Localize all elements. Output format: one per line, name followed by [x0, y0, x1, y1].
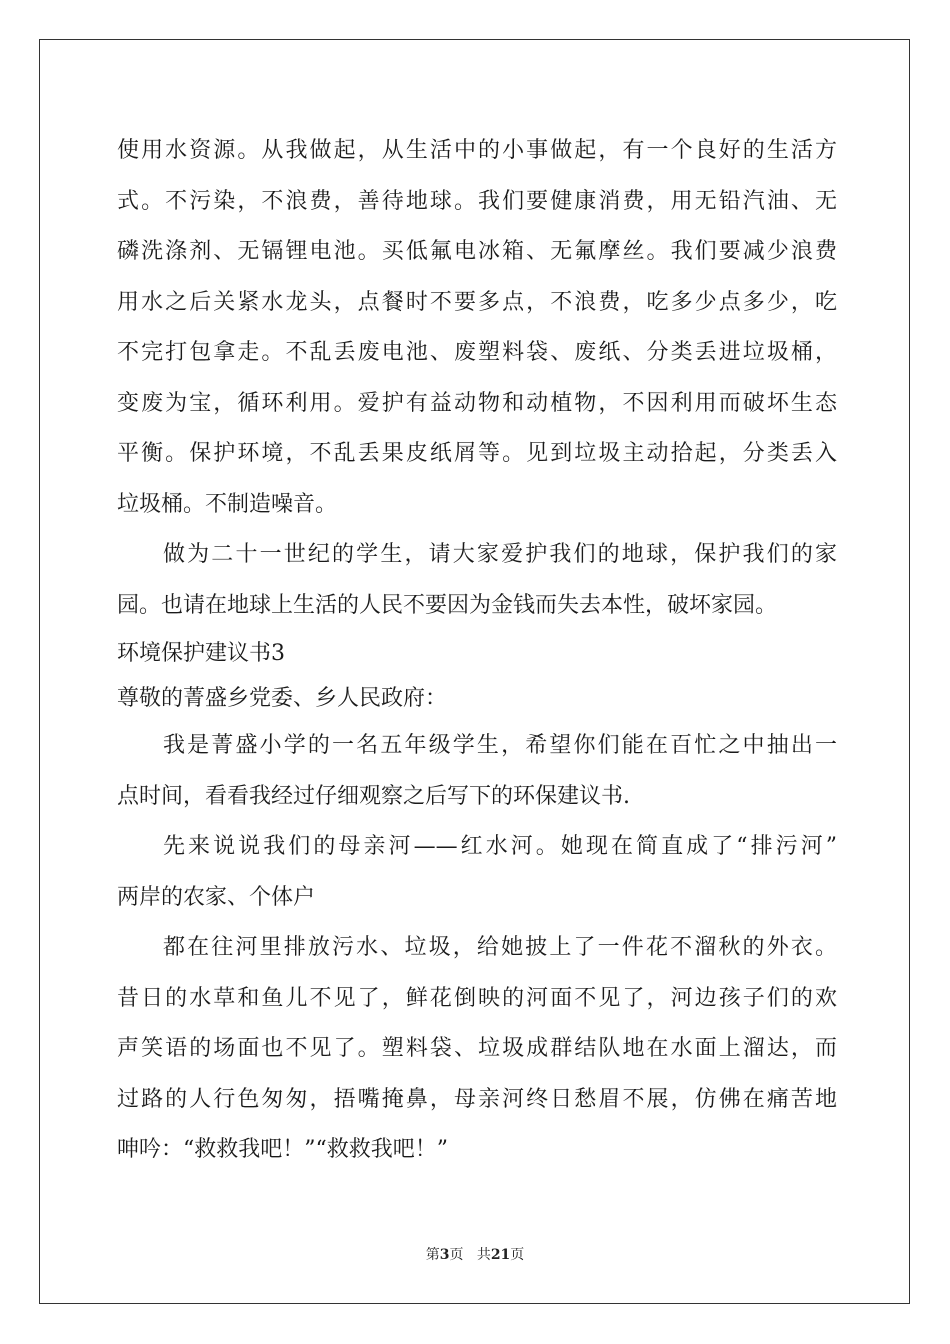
footer-page-suffix: 页 [449, 1247, 464, 1263]
text-line: 点时间，看看我经过仔细观察之后写下的环保建议书. [117, 783, 630, 809]
text-line: 平衡。保护环境，不乱丢果皮纸屑等。见到垃圾主动拾起，分类丢入 [117, 441, 837, 466]
paragraph-start-line: 我是菁盛小学的一名五年级学生，希望你们能在百忙之中抽出一 [163, 733, 837, 758]
footer-total-suffix: 页 [510, 1247, 525, 1263]
text-line: 使用水资源。从我做起，从生活中的小事做起，有一个良好的生活方 [117, 138, 837, 163]
footer-total-prefix: 共 [476, 1247, 491, 1263]
text-line: 两岸的农家、个体户 [117, 884, 316, 910]
page-footer [0, 1244, 950, 1264]
text-line: 垃圾桶。不制造噪音。 [117, 491, 338, 517]
text-line: 呻吟：“救救我吧！”“救救我吧！” [117, 1137, 448, 1162]
footer-prefix: 第 [425, 1247, 440, 1263]
text-line: 昔日的水草和鱼儿不见了，鲜花倒映的河面不见了，河边孩子们的欢 [117, 985, 837, 1011]
total-page-count: 21 [490, 1247, 511, 1263]
salutation: 尊敬的菁盛乡党委、乡人民政府： [117, 686, 448, 711]
text-line: 园。也请在地球上生活的人民不要因为金钱而失去本性，破坏家园。 [117, 592, 778, 618]
paragraph-start-line: 先来说说我们的母亲河——红水河。她现在简直成了“排污河” [163, 834, 837, 859]
text-line: 式。不污染，不浪费，善待地球。我们要健康消费，用无铅汽油、无 [117, 188, 837, 214]
paragraph-start-line: 做为二十一世纪的学生，请大家爱护我们的地球，保护我们的家 [163, 542, 837, 567]
text-line: 过路的人行色匆匆，捂嘴掩鼻，母亲河终日愁眉不展，仿佛在痛苦地 [117, 1086, 837, 1112]
text-line: 用水之后关紧水龙头，点餐时不要多点，不浪费，吃多少点多少，吃 [117, 289, 837, 315]
text-line: 磷洗涤剂、无镉锂电池。买低氟电冰箱、无氟摩丝。我们要减少浪费 [117, 239, 837, 264]
current-page-number: 3 [439, 1247, 450, 1263]
text-line: 变废为宝，循环利用。爱护有益动物和动植物，不因利用而破坏生态 [117, 390, 837, 416]
text-line: 不完打包拿走。不乱丢废电池、废塑料袋、废纸、分类丢进垃圾桶， [117, 340, 837, 365]
section-heading: 环境保护建议书3 [117, 641, 285, 666]
document-body [117, 126, 837, 1176]
text-line: 声笑语的场面也不见了。塑料袋、垃圾成群结队地在水面上溜达，而 [117, 1036, 837, 1061]
paragraph-start-line: 都在往河里排放污水、垃圾，给她披上了一件花不溜秋的外衣。 [163, 935, 837, 960]
